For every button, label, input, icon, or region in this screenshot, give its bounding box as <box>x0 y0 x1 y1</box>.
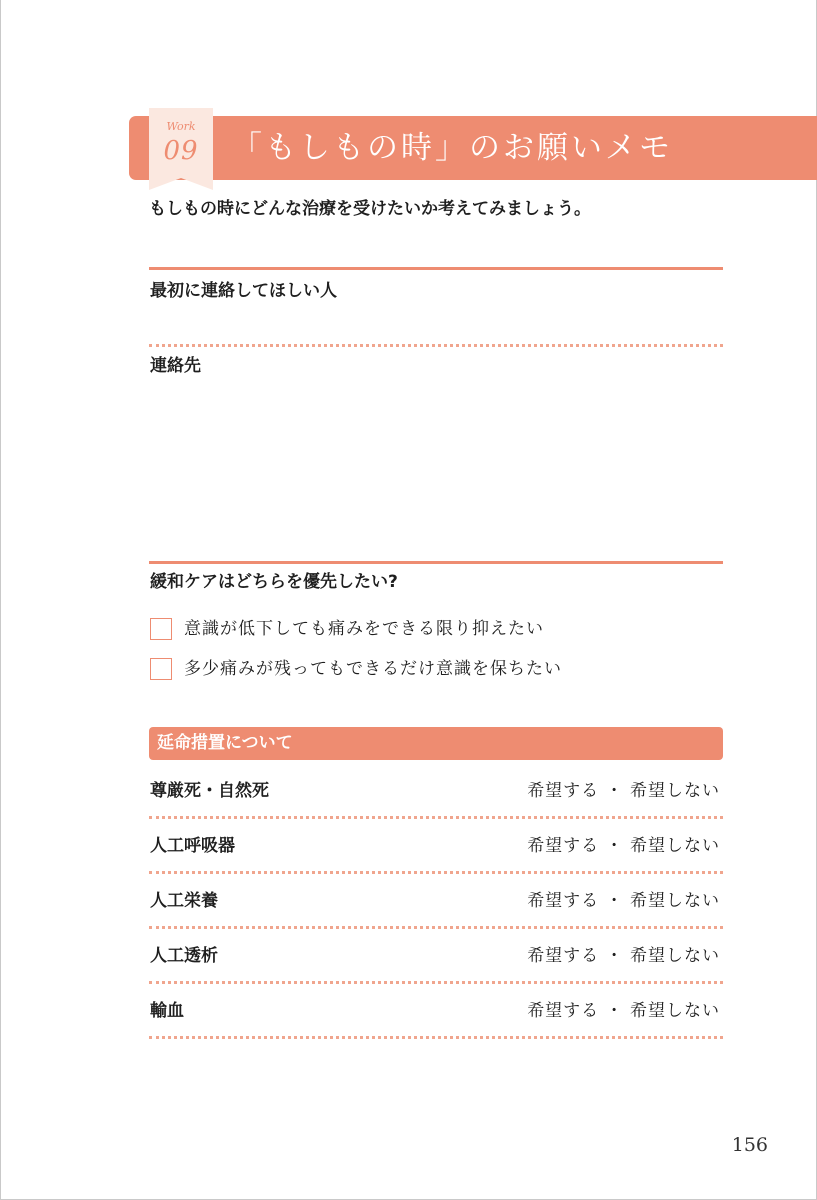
life-support-item-choice[interactable]: 希望する ・ 希望しない <box>527 946 720 966</box>
row-divider <box>149 981 723 984</box>
work-tag-label: Work <box>166 120 196 133</box>
page-number: 156 <box>731 1134 768 1156</box>
life-support-item-choice[interactable]: 希望する ・ 希望しない <box>527 781 720 801</box>
row-divider <box>149 926 723 929</box>
page-subtitle: もしもの時にどんな治療を受けたいか考えてみましょう。 <box>149 199 591 219</box>
section-divider <box>149 561 723 564</box>
life-support-item-choice[interactable]: 希望する ・ 希望しない <box>527 1001 720 1021</box>
life-support-item-label: 尊厳死・自然死 <box>150 781 269 801</box>
page-title: 「もしもの時」のお願いメモ <box>231 130 673 166</box>
life-support-item-choice[interactable]: 希望する ・ 希望しない <box>527 891 720 911</box>
section-divider <box>149 267 723 270</box>
contact-info-label: 連絡先 <box>150 356 201 376</box>
palliative-option-2[interactable] <box>150 657 562 681</box>
row-divider <box>149 871 723 874</box>
row-divider <box>149 816 723 819</box>
option-label: 多少痛みが残ってもできるだけ意識を保ちたい <box>184 659 562 679</box>
life-support-item-choice[interactable]: 希望する ・ 希望しない <box>527 836 720 856</box>
palliative-option-1[interactable] <box>150 617 544 641</box>
life-support-item-label: 人工呼吸器 <box>150 836 235 856</box>
life-support-item-label: 人工栄養 <box>150 891 218 911</box>
life-support-item-label: 輸血 <box>150 1001 184 1021</box>
first-contact-label: 最初に連絡してほしい人 <box>150 281 337 301</box>
work-tag-number: 09 <box>163 136 199 166</box>
checkbox[interactable] <box>150 618 172 640</box>
work-tag <box>149 108 213 190</box>
life-support-heading: 延命措置について <box>157 733 293 753</box>
palliative-question: 緩和ケアはどちらを優先したい? <box>150 572 398 592</box>
life-support-item-label: 人工透析 <box>150 946 218 966</box>
row-divider <box>149 1036 723 1039</box>
first-contact-write-line[interactable] <box>149 344 723 347</box>
option-label: 意識が低下しても痛みをできる限り抑えたい <box>184 619 544 639</box>
checkbox[interactable] <box>150 658 172 680</box>
